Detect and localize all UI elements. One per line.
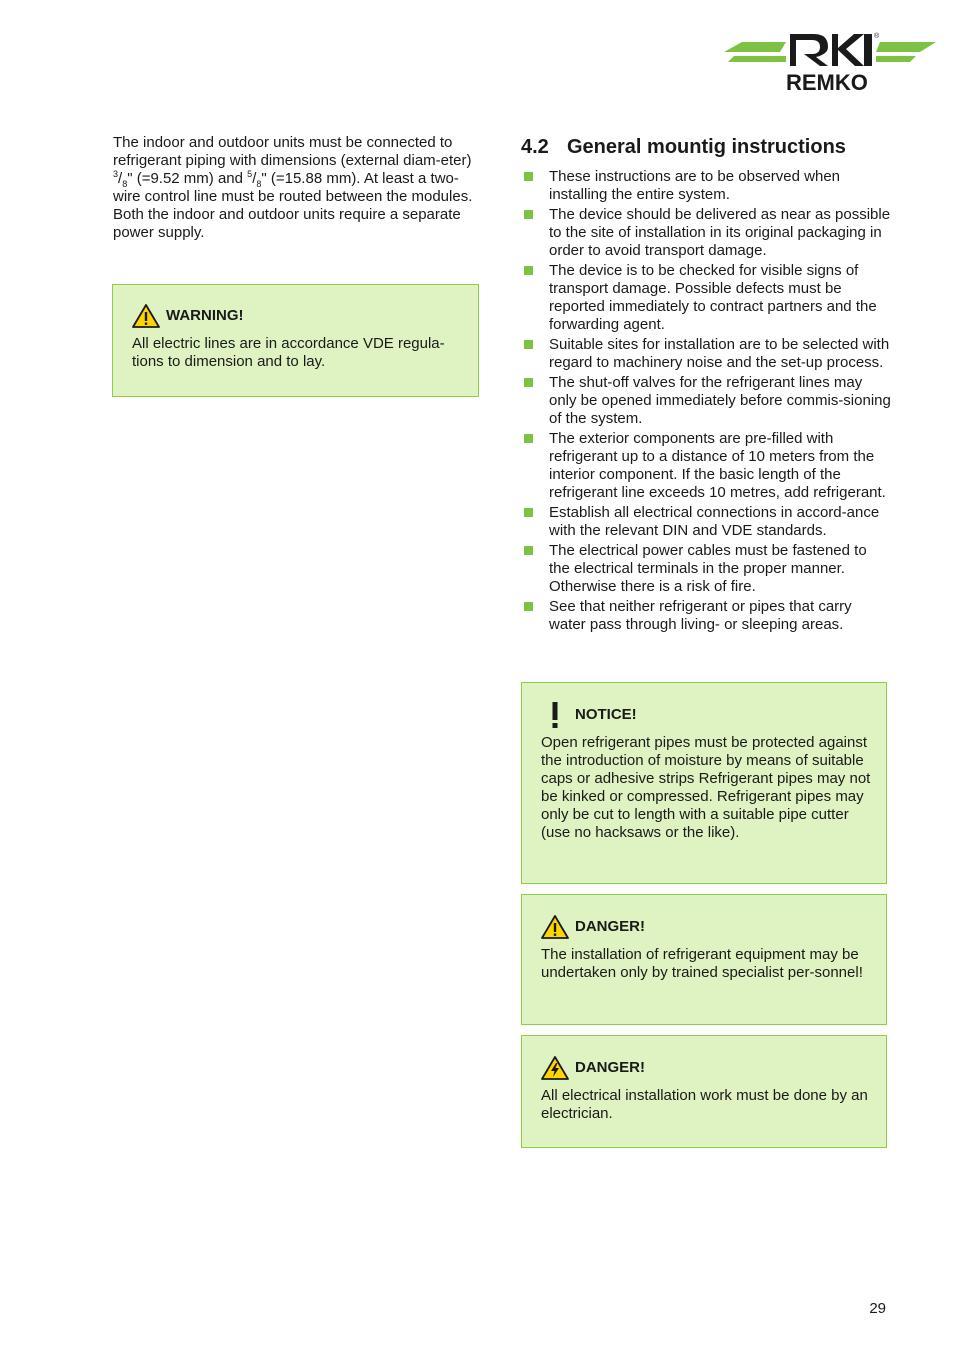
bullet-square-icon <box>524 172 533 181</box>
danger-title: DANGER! <box>575 1059 645 1076</box>
instruction-list <box>521 168 891 634</box>
list-item: The shut-off valves for the refrigerant lines may only be opened immediately before commis-sioning of the system. <box>521 374 891 428</box>
fraction1-denominator: 8 <box>122 179 128 189</box>
danger-box-electrical <box>521 1035 887 1148</box>
bullet-square-icon <box>524 340 533 349</box>
bullet-square-icon <box>524 508 533 517</box>
notice-box <box>521 682 887 884</box>
section-number: 4.2 <box>521 136 549 158</box>
logo-stripe-right-bottom <box>876 56 916 62</box>
logo-stripe-right-top <box>876 42 936 52</box>
logo-stripe-left-top <box>724 42 786 52</box>
list-item: Suitable sites for installation are to be selected with regard to machinery noise and the set-up process. <box>521 336 891 372</box>
warning-triangle-icon <box>132 303 160 329</box>
list-item: The device should be delivered as near as possible to the site of installation in its original packaging in order to avoid transport damage. <box>521 206 891 260</box>
fraction2-denominator: 8 <box>256 179 262 189</box>
bullet-square-icon <box>524 602 533 611</box>
list-item: See that neither refrigerant or pipes that carry water pass through living- or sleeping areas. <box>521 598 891 634</box>
bullet-square-icon <box>524 434 533 443</box>
list-item: Establish all electrical connections in accord-ance with the relevant DIN and VDE standards. <box>521 504 891 540</box>
warning-title: WARNING! <box>166 307 244 324</box>
section-heading <box>521 134 891 160</box>
logo-r-letter <box>790 34 828 66</box>
list-item: The device is to be checked for visible signs of transport damage. Possible defects must be reported immediately to contract partners and the forwarding agent. <box>521 262 891 334</box>
bullet-square-icon <box>524 378 533 387</box>
remko-logo <box>724 28 938 94</box>
fraction2-numerator: 5 <box>247 169 253 179</box>
logo-stripe-left-bottom <box>728 56 786 62</box>
danger-text: All electrical installation work must be done by an electrician. <box>541 1087 868 1122</box>
list-item: These instructions are to be observed when installing the entire system. <box>521 168 891 204</box>
bullet-square-icon <box>524 546 533 555</box>
warning-triangle-icon <box>541 914 569 940</box>
intro-text-2: " (=9.52 mm) and <box>127 170 248 187</box>
logo-registered-mark: ® <box>874 33 880 40</box>
page-number: 29 <box>869 1300 886 1317</box>
warning-text: All electric lines are in accordance VDE regula-tions to dimension and to lay. <box>132 335 445 370</box>
intro-paragraph: The indoor and outdoor units must be connected to refrigerant piping with dimensions (external diam-eter) $^3/_8$" (=9.52 mm) and $^5/_8$" (=15.88 mm). At least a two-wire control line must be routed between the modules. Both the indoor and outdoor units require a separate power supply. <box>113 134 473 241</box>
right-column <box>521 134 891 636</box>
logo-k-letter <box>832 34 864 66</box>
bullet-square-icon <box>524 210 533 219</box>
notice-title: NOTICE! <box>575 706 637 723</box>
logo-wordmark: REMKO <box>786 70 868 94</box>
intro-text-1: The indoor and outdoor units must be connected to refrigerant piping with dimensions (external diam-eter) <box>113 134 472 169</box>
bullet-square-icon <box>524 266 533 275</box>
section-title: General mountig instructions <box>567 136 846 158</box>
danger-text: The installation of refrigerant equipment may be undertaken only by trained specialist per-sonnel! <box>541 946 863 981</box>
notice-text: Open refrigerant pipes must be protected against the introduction of moisture by means of suitable caps or adhesive strips Refrigerant pipes may not be kinked or compressed. Refrigerant pipes may only be cut to length with a suitable pipe cutter (use no hacksaws or the like). <box>541 734 871 841</box>
logo-bar <box>864 34 872 66</box>
danger-box-refrigerant <box>521 894 887 1025</box>
danger-title: DANGER! <box>575 918 645 935</box>
warning-box <box>112 284 479 397</box>
intro-text-3: " (=15.88 mm). At least a two-wire control line must be routed between the modules. Both the indoor and outdoor units require a separate power supply. <box>113 170 473 241</box>
electric-hazard-icon <box>541 1055 569 1081</box>
fraction1-numerator: 3 <box>113 169 119 179</box>
list-item: The exterior components are pre-filled with refrigerant up to a distance of 10 meters from the interior component. If the basic length of the refrigerant line exceeds 10 metres, add refrigerant. <box>521 430 891 502</box>
exclamation-icon <box>541 702 569 728</box>
list-item: The electrical power cables must be fastened to the electrical terminals in the proper manner. Otherwise there is a risk of fire. <box>521 542 891 596</box>
left-column <box>113 134 481 242</box>
